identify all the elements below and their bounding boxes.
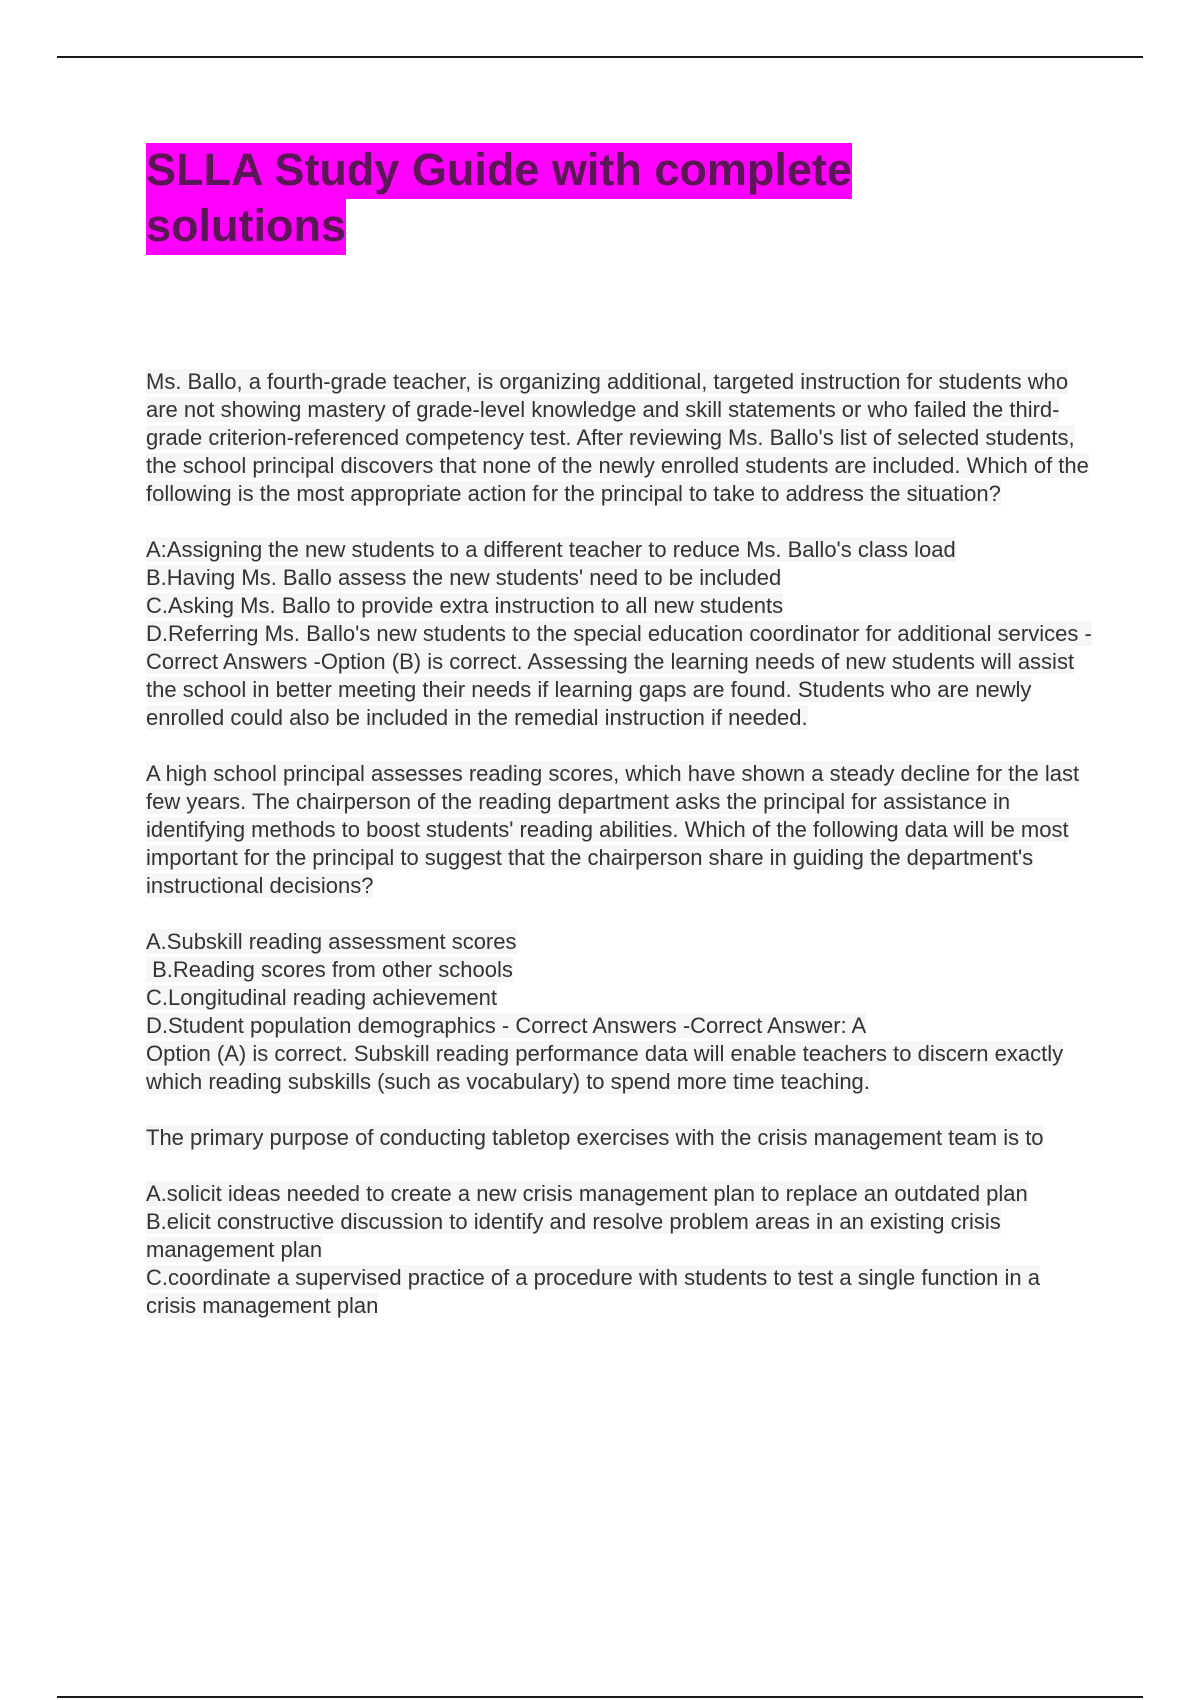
question-3 bbox=[146, 1124, 1096, 1320]
question-2-option-c: C.Longitudinal reading achievement bbox=[146, 985, 498, 1010]
question-1-option-d: D.Referring Ms. Ballo's new students to the special education coordinator for additional services - Correct Answers -Option (B) is correct. Assessing the learning needs of new students will assist the school in better meeting their needs if learning gaps are found. Students who are newly enrolled could also be included in the remedial instruction if needed. bbox=[146, 621, 1092, 730]
question-3-stem: The primary purpose of conducting tabletop exercises with the crisis management team is to bbox=[146, 1125, 1044, 1150]
question-2-option-a: A.Subskill reading assessment scores bbox=[146, 929, 517, 954]
question-3-option-c: C.coordinate a supervised practice of a procedure with students to test a single function in a crisis management plan bbox=[146, 1265, 1040, 1318]
question-2-explanation: Option (A) is correct. Subskill reading performance data will enable teachers to discern exactly which reading subskills (such as vocabulary) to spend more time teaching. bbox=[146, 1041, 1064, 1094]
question-1-stem: Ms. Ballo, a fourth-grade teacher, is organizing additional, targeted instruction for students who are not showing mastery of grade-level knowledge and skill statements or who failed the third-grade criterion-referenced competency test. After reviewing Ms. Ballo's list of selected students, the school principal discovers that none of the newly enrolled students are included. Which of the following is the most appropriate action for the principal to take to address the situation? bbox=[146, 369, 1089, 506]
question-2-stem: A high school principal assesses reading scores, which have shown a steady decline for the last few years. The chairperson of the reading department asks the principal for assistance in identifying methods to boost students' reading abilities. Which of the following data will be most important for the principal to suggest that the chairperson share in guiding the department's instructional decisions? bbox=[146, 761, 1080, 898]
question-1-option-c: C.Asking Ms. Ballo to provide extra instruction to all new students bbox=[146, 593, 784, 618]
bottom-rule bbox=[57, 1696, 1143, 1698]
question-1-option-a: A:Assigning the new students to a different teacher to reduce Ms. Ballo's class load bbox=[146, 537, 956, 562]
question-2-option-d: D.Student population demographics - Correct Answers -Correct Answer: A bbox=[146, 1013, 867, 1038]
question-1 bbox=[146, 368, 1096, 732]
question-1-option-b: B.Having Ms. Ballo assess the new students' need to be included bbox=[146, 565, 782, 590]
question-3-option-b: B.elicit constructive discussion to identify and resolve problem areas in an existing crisis management plan bbox=[146, 1209, 1001, 1262]
question-2 bbox=[146, 760, 1096, 1096]
question-2-option-b: B.Reading scores from other schools bbox=[146, 957, 513, 982]
document-title bbox=[146, 142, 926, 254]
top-rule bbox=[57, 56, 1143, 58]
question-3-option-a: A.solicit ideas needed to create a new crisis management plan to replace an outdated plan bbox=[146, 1181, 1028, 1206]
document-body bbox=[146, 368, 1096, 1348]
document-title-text: SLLA Study Guide with complete solutions bbox=[146, 143, 852, 255]
